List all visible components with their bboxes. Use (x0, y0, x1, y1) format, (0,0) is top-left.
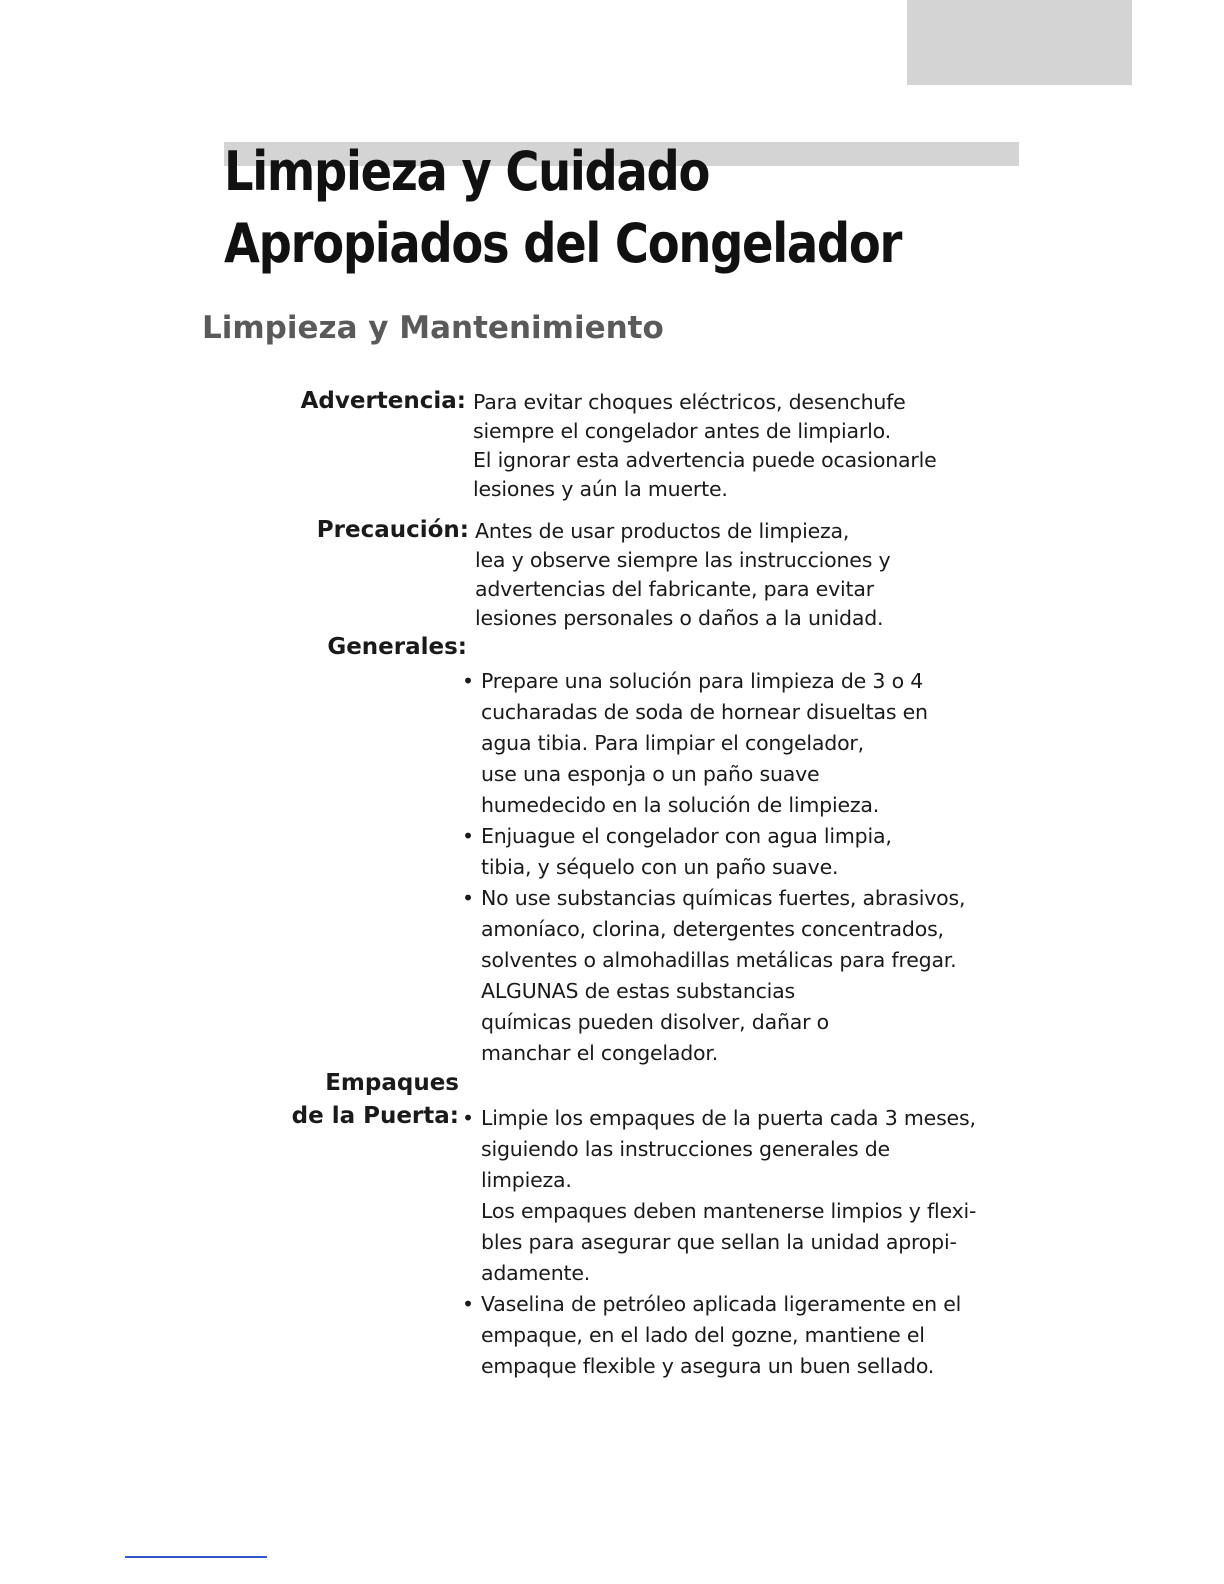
list-item-line: cucharadas de soda de hornear disueltas en (481, 700, 928, 724)
bullet-icon: • (462, 1106, 474, 1130)
continuation-paragraph (460, 1196, 976, 1289)
advertencia-line: siempre el congelador antes de limpiarlo. (473, 419, 891, 443)
list-item-line: ALGUNAS de estas substancias (481, 979, 796, 1003)
advertencia-text (473, 388, 937, 504)
list-item-line: químicas pueden disolver, dañar o (481, 1010, 829, 1034)
empaques-label-line-2: de la Puerta: (291, 1103, 459, 1129)
paragraph-line: Los empaques deben mantenerse limpios y flexi- (481, 1199, 977, 1223)
precaucion-label: Precaución: (316, 517, 469, 543)
paragraph-line: adamente. (481, 1261, 591, 1285)
list-item-line: Vaselina de petróleo aplicada ligeramente en el (481, 1292, 962, 1316)
list-item-line: agua tibia. Para limpiar el congelador, (481, 731, 864, 755)
list-item-line: Prepare una solución para limpieza de 3 o 4 (481, 669, 924, 693)
precaucion-line: lesiones personales o daños a la unidad. (475, 606, 884, 630)
list-item-line: humedecido en la solución de limpieza. (481, 793, 880, 817)
section-heading: Limpieza y Mantenimiento (202, 310, 664, 346)
advertencia-line: El ignorar esta advertencia puede ocasionarle (473, 448, 937, 472)
bullet-icon: • (462, 886, 474, 910)
list-item-line: No use substancias químicas fuertes, abrasivos, (481, 886, 966, 910)
page-title-line-1: Limpieza y Cuidado (224, 140, 710, 203)
page-title-line-2: Apropiados del Congelador (224, 212, 902, 275)
bullet-icon: • (462, 669, 474, 693)
list-item-line: amoníaco, clorina, detergentes concentrados, (481, 917, 944, 941)
list-item (460, 666, 965, 821)
precaucion-line: advertencias del fabricante, para evitar (475, 577, 874, 601)
generales-label: Generales: (327, 634, 467, 660)
list-item-line: limpieza. (481, 1168, 572, 1192)
list-item (460, 1289, 976, 1382)
list-item-line: siguiendo las instrucciones generales de (481, 1137, 890, 1161)
precaucion-text (475, 517, 890, 633)
list-item-line: tibia, y séquelo con un paño suave. (481, 855, 839, 879)
precaucion-line: Antes de usar productos de limpieza, (475, 519, 850, 543)
empaques-list (460, 1103, 976, 1382)
advertencia-line: lesiones y aún la muerte. (473, 477, 728, 501)
paragraph-line: bles para asegurar que sellan la unidad apropi- (481, 1230, 957, 1254)
list-item (460, 883, 965, 1069)
list-item-line: Limpie los empaques de la puerta cada 3 meses, (481, 1106, 976, 1130)
advertencia-line: Para evitar choques eléctricos, desenchufe (473, 390, 906, 414)
advertencia-label: Advertencia: (300, 388, 466, 414)
list-item-line: empaque, en el lado del gozne, mantiene el (481, 1323, 925, 1347)
bullet-icon: • (462, 1292, 474, 1316)
list-item (460, 821, 965, 883)
list-item (460, 1103, 976, 1196)
list-item-line: manchar el congelador. (481, 1041, 719, 1065)
bullet-icon: • (462, 824, 474, 848)
empaques-label-line-1: Empaques (325, 1070, 459, 1096)
list-item-line: solventes o almohadillas metálicas para fregar. (481, 948, 957, 972)
generales-list (460, 666, 965, 1069)
precaucion-line: lea y observe siempre las instrucciones y (475, 548, 891, 572)
list-item-line: Enjuague el congelador con agua limpia, (481, 824, 892, 848)
list-item-line: empaque flexible y asegura un buen sellado. (481, 1354, 935, 1378)
page-title (224, 136, 901, 280)
corner-tab-decoration (907, 0, 1132, 85)
bottom-rule (125, 1556, 267, 1558)
list-item-line: use una esponja o un paño suave (481, 762, 820, 786)
